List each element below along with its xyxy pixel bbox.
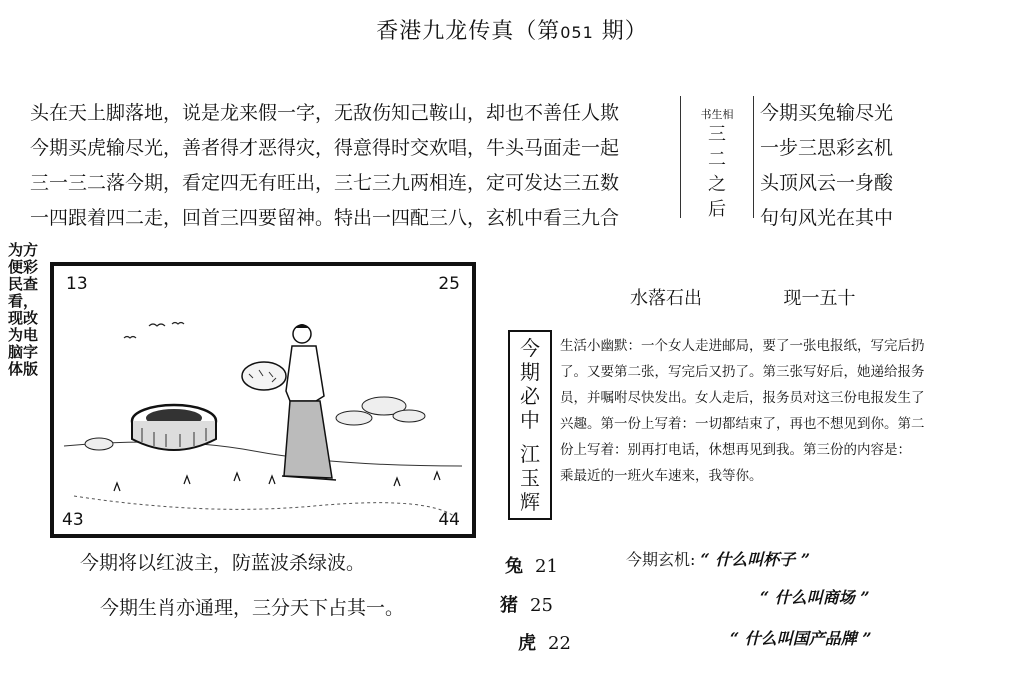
zodiac-animal: 兔 (505, 556, 523, 577)
humor-story (560, 333, 1020, 489)
xuanji-phrase: “ 什么叫商场 ” (760, 588, 870, 607)
xuanji-row (626, 547, 810, 570)
zodiac-number: 22 (548, 633, 571, 654)
zodiac-entry (500, 591, 553, 617)
must-char: 江 (520, 442, 540, 466)
center-box-char: 二 (708, 149, 726, 170)
center-box-header: 书生相 (700, 108, 734, 121)
poem-line: 今期买虎输尽光，善者得才恶得灾，得意得时交欢唱，牛头马面走一起 (30, 137, 620, 159)
story-line: 生活小幽默：一个女人走进邮局，要了一张电报纸，写完后扔 (560, 338, 925, 354)
poem-line: 一四跟着四二走，回首三四要留神。特出一四配三八，玄机中看三九合 (30, 207, 620, 229)
corner-number-top-left: 13 (66, 274, 88, 294)
clue-heading (630, 284, 855, 310)
clue-right: 现一五十 (783, 288, 856, 309)
page-title (0, 14, 1024, 45)
zodiac-animal: 虎 (518, 633, 536, 654)
must-hit-box (508, 330, 552, 520)
story-line: 乘最近的一班火车速来，我等你。 (560, 468, 763, 484)
poem-line: 头在天上脚落地，说是龙来假一字，无敌伤知己鞍山，却也不善任人欺 (30, 102, 620, 124)
corner-number-top-right: 25 (438, 274, 460, 294)
center-box-char: 后 (708, 199, 726, 220)
right-poem (760, 96, 990, 236)
zodiac-number: 25 (530, 595, 553, 616)
corner-number-bottom-left: 43 (62, 510, 84, 530)
must-char: 今 (520, 336, 540, 360)
issue-number: 051 (560, 23, 594, 42)
center-box-char: 之 (708, 174, 726, 195)
xuanji-label: 今期玄机: (626, 550, 696, 569)
right-poem-line: 今期买兔输尽光 (760, 102, 894, 124)
must-char: 中 (520, 408, 540, 432)
must-char: 期 (520, 360, 540, 384)
xuanji-phrase: “ 什么叫国产品牌 ” (730, 629, 872, 648)
title-suffix: 期） (593, 19, 648, 44)
must-char: 必 (520, 384, 540, 408)
xuanji-phrase: “ 什么叫杯子 ” (700, 550, 811, 569)
poem-line: 三一三二落今期，看定四无有旺出，三七三九两相连，定可发达三五数 (30, 172, 620, 194)
illustration-frame (50, 262, 476, 538)
side-vertical-text: 为方便彩民查看，现改为电脑字体版 (7, 241, 38, 378)
story-line: 份上写着：别再打电话，休想再见到我。第三份的内容是： (560, 442, 911, 458)
must-char: 玉 (520, 466, 540, 490)
zodiac-entry (505, 552, 558, 578)
right-poem-line: 一步三思彩玄机 (760, 137, 894, 159)
right-poem-line: 头顶风云一身酸 (760, 172, 894, 194)
zodiac-number: 21 (535, 556, 558, 577)
title-prefix: 香港九龙传真（第 (376, 19, 561, 44)
zodiac-entry (518, 629, 571, 655)
bottom-line-wave: 今期将以红波主，防蓝波杀绿波。 (80, 552, 366, 574)
must-char: 辉 (520, 490, 540, 514)
right-poem-line: 句句风光在其中 (760, 207, 894, 229)
center-vertical-box (680, 96, 754, 218)
main-poem (30, 96, 670, 236)
bottom-line-zodiac: 今期生肖亦通理，三分天下占其一。 (100, 597, 405, 619)
zodiac-animal: 猪 (500, 595, 518, 616)
story-line: 员，并嘱咐尽快发出。女人走后，报务员对这三份电报发生了 (560, 390, 925, 406)
story-line: 兴趣。第一份上写着：一切都结束了，再也不想见到你。第二 (560, 416, 925, 432)
clue-left: 水落石出 (630, 288, 702, 309)
center-box-char: 三 (708, 124, 726, 145)
story-line: 了。又要第二张，写完后又扔了。第三张写好后，她递给报务 (560, 364, 925, 380)
well-woman-illustration (54, 266, 472, 534)
corner-number-bottom-right: 44 (438, 510, 460, 530)
